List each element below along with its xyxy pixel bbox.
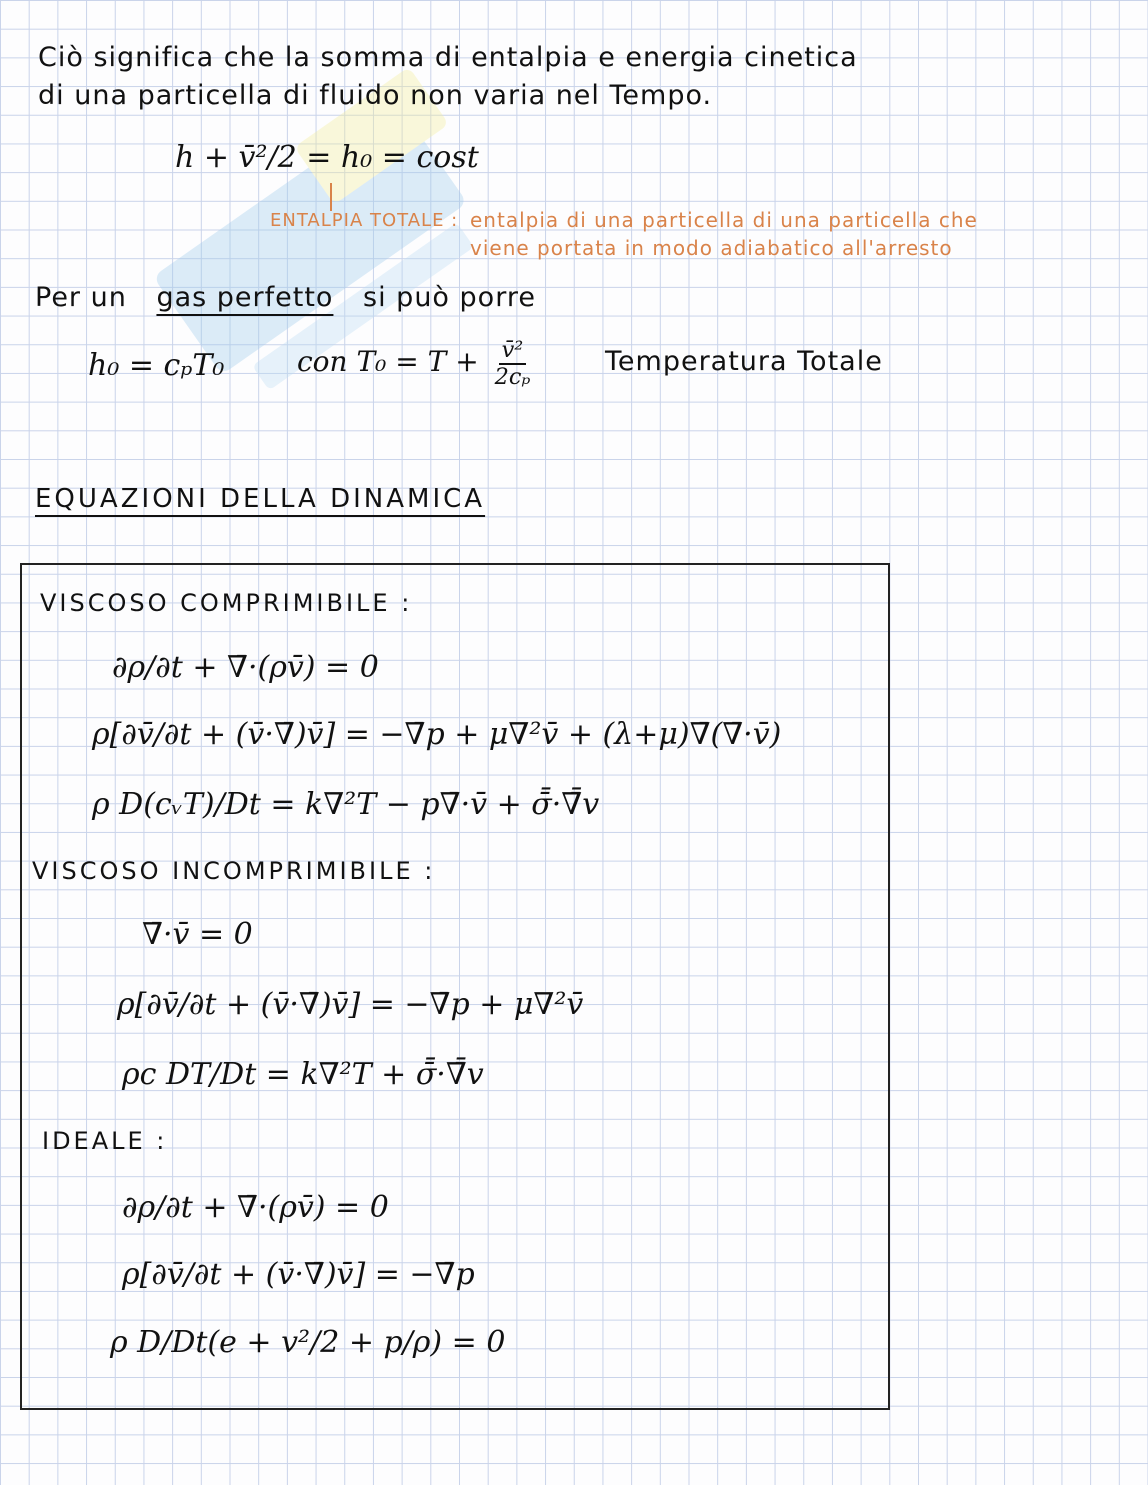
equations-box: [20, 563, 890, 1410]
viscous-compressible-eq1: ∂ρ/∂t + ∇̄·(ρv̄) = 0: [112, 650, 379, 685]
annotation-arrow: [330, 183, 332, 211]
t0-prefix: con T₀ = T +: [297, 345, 479, 379]
viscous-incompressible-eq2: ρ[∂v̄/∂t + (v̄·∇̄)v̄] = −∇̄p + μ∇²v̄: [117, 987, 584, 1022]
t0-fraction: [492, 338, 534, 389]
viscous-compressible-eq2: ρ[∂v̄/∂t + (v̄·∇̄)v̄] = −∇̄p + μ∇²v̄ + (λ+μ)∇̄(∇̄·v̄): [92, 717, 782, 752]
perfect-gas-suffix: si può porre: [363, 282, 536, 313]
t0-equation: [297, 338, 537, 389]
viscous-incompressible-label: VISCOSO INCOMPRIMIBILE :: [32, 857, 436, 885]
total-enthalpy-desc-2: viene portata in modo adiabatico all'arresto: [470, 236, 953, 260]
perfect-gas-intro: [35, 282, 536, 313]
total-enthalpy-equation: h + v̄²/2 = h₀ = cost: [175, 140, 479, 175]
t0-fraction-den: 2cₚ: [494, 363, 531, 390]
ideal-eq1: ∂ρ/∂t + ∇̄·(ρv̄) = 0: [122, 1190, 389, 1225]
viscous-incompressible-eq3: ρc DT/Dt = k∇²T + σ̄̄·∇̄̄v: [122, 1057, 484, 1092]
intro-line-2: di una particella di fluido non varia nel Tempo.: [38, 80, 713, 111]
perfect-gas-term: gas perfetto: [156, 282, 334, 313]
viscous-compressible-eq3: ρ D(cᵥT)/Dt = k∇²T − p∇̄·v̄ + σ̄̄·∇̄̄v: [92, 787, 600, 822]
total-enthalpy-desc-1: entalpia di una particella di una particella che: [470, 208, 978, 232]
total-enthalpy-label: ENTALPIA TOTALE :: [270, 210, 459, 231]
ideal-eq3: ρ D/Dt(e + v²/2 + p/ρ) = 0: [110, 1325, 506, 1360]
viscous-incompressible-eq1: ∇̄·v̄ = 0: [142, 917, 253, 952]
t0-fraction-num: v̄²: [499, 338, 527, 365]
section-heading: EQUAZIONI DELLA DINAMICA: [35, 484, 486, 514]
total-temperature-label: Temperatura Totale: [605, 346, 883, 377]
h0-equation: h₀ = cₚT₀: [88, 348, 225, 383]
intro-line-1: Ciò significa che la somma di entalpia e energia cinetica: [38, 42, 858, 73]
ideal-eq2: ρ[∂v̄/∂t + (v̄·∇̄)v̄] = −∇̄p: [122, 1257, 475, 1292]
ideal-label: IDEALE :: [42, 1127, 168, 1155]
perfect-gas-prefix: Per un: [35, 282, 127, 313]
viscous-compressible-label: VISCOSO COMPRIMIBILE :: [40, 589, 413, 617]
